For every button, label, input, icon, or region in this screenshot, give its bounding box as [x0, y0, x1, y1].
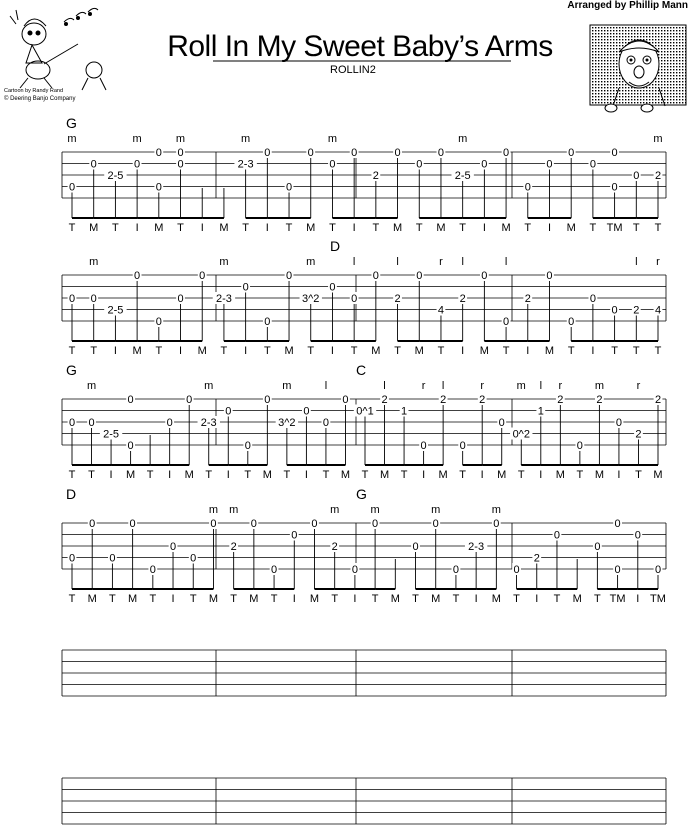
- fret-number: 0: [250, 518, 257, 530]
- pick-finger: M: [219, 222, 229, 234]
- left-hand-mark: l: [441, 380, 445, 392]
- fret-number: 0: [576, 440, 583, 452]
- fret-number: 0: [88, 417, 95, 429]
- fret-number: 0: [481, 270, 488, 282]
- fret-number: 0: [481, 158, 488, 171]
- fret-number: 3^2: [302, 293, 320, 305]
- left-hand-mark: l: [352, 256, 356, 268]
- left-hand-mark: m: [306, 256, 316, 268]
- left-hand-mark: l: [383, 380, 386, 392]
- left-hand-mark: m: [67, 133, 77, 145]
- pick-finger: M: [184, 469, 194, 481]
- pick-finger: T: [394, 345, 401, 357]
- pick-finger: T: [361, 469, 369, 481]
- fret-number: 0: [493, 518, 500, 530]
- fret-number: 2: [459, 293, 466, 305]
- left-hand-mark: m: [175, 133, 186, 145]
- chord-symbol: G: [66, 115, 77, 131]
- pick-finger: M: [126, 469, 136, 481]
- fret-number: 0: [329, 281, 336, 294]
- pick-finger: T: [205, 469, 213, 481]
- pick-finger: I: [178, 345, 183, 357]
- pick-finger: M: [438, 469, 448, 481]
- pick-finger: T: [372, 222, 380, 234]
- pick-finger: T: [149, 593, 157, 605]
- fret-number: 2: [635, 428, 642, 441]
- left-hand-mark: m: [204, 380, 214, 392]
- pick-finger: T: [322, 469, 330, 481]
- fret-number: 0: [311, 518, 318, 530]
- fret-number: 0: [351, 147, 358, 159]
- pick-finger: T: [459, 469, 467, 481]
- logo-credit-line-1: Cartoon by Randy Rand: [4, 88, 64, 94]
- pick-finger: T: [68, 593, 76, 605]
- fret-number: 0: [264, 147, 271, 159]
- left-hand-mark: l: [504, 256, 508, 268]
- pick-finger: T: [632, 222, 640, 234]
- pick-finger: M: [544, 345, 555, 357]
- pick-finger: T: [517, 469, 525, 481]
- pick-finger: M: [262, 469, 272, 481]
- pick-finger: T: [553, 593, 561, 605]
- fret-number: 2: [331, 541, 338, 553]
- fret-number: 0: [307, 147, 314, 159]
- pick-finger: T: [331, 593, 339, 605]
- fret-number: 2: [654, 394, 662, 406]
- pick-finger: I: [200, 222, 204, 234]
- fret-number: 0: [416, 158, 423, 171]
- pick-finger: T: [329, 222, 336, 234]
- pick-finger: I: [135, 222, 139, 234]
- fret-number: 0: [589, 158, 596, 171]
- pick-finger: I: [113, 345, 117, 357]
- fret-number: 0: [524, 181, 531, 194]
- fret-number: 0: [177, 158, 184, 171]
- pick-finger: I: [591, 345, 595, 357]
- fret-number: 0^2: [512, 428, 530, 441]
- fret-number: 0: [351, 293, 358, 305]
- left-hand-mark: m: [330, 504, 340, 516]
- pick-finger: M: [555, 469, 565, 481]
- left-hand-mark: r: [636, 380, 641, 392]
- fret-number: 0: [186, 394, 193, 406]
- fret-number: 0: [155, 147, 162, 159]
- pick-finger: T: [283, 469, 291, 481]
- left-hand-mark: r: [656, 256, 660, 268]
- left-hand-mark: l: [635, 256, 638, 268]
- fret-number: 0: [134, 158, 141, 171]
- pick-finger: T: [68, 222, 76, 234]
- pick-finger: M: [436, 222, 446, 234]
- left-hand-mark: m: [370, 504, 380, 516]
- fret-number: 2: [533, 552, 540, 565]
- pick-finger: M: [501, 222, 511, 234]
- pick-finger: T: [242, 222, 249, 234]
- pick-finger: T: [524, 222, 532, 234]
- fret-number: 1: [401, 405, 408, 418]
- fret-number: 0: [155, 316, 162, 328]
- fret-number: 3^2: [278, 417, 296, 429]
- fret-number: 0: [633, 170, 640, 182]
- fret-number: 0^1: [356, 405, 374, 418]
- fret-number: 0: [654, 564, 662, 576]
- pick-finger: TM: [650, 593, 666, 605]
- pick-finger: M: [414, 345, 424, 357]
- fret-number: 0: [242, 281, 249, 294]
- pick-finger: T: [146, 469, 154, 481]
- fret-number: 0: [513, 564, 520, 576]
- pick-finger: T: [459, 222, 467, 234]
- fret-number: 0: [412, 541, 419, 553]
- pick-finger: I: [535, 593, 539, 605]
- pick-finger: T: [230, 593, 238, 605]
- fret-number: 0: [634, 529, 641, 542]
- fret-number: 0: [225, 405, 232, 418]
- fret-number: 0: [568, 147, 575, 159]
- pick-finger: T: [502, 345, 510, 357]
- left-hand-mark: m: [132, 133, 142, 145]
- fret-number: 0: [166, 417, 173, 429]
- pick-finger: I: [292, 593, 296, 605]
- fret-number: 0: [303, 405, 310, 418]
- fret-number: 2: [479, 394, 486, 406]
- fret-number: 0: [568, 316, 575, 328]
- left-hand-mark: l: [324, 380, 328, 392]
- pick-finger: T: [270, 593, 278, 605]
- fret-number: 0: [614, 518, 621, 530]
- pick-finger: I: [636, 593, 640, 605]
- pick-finger: I: [482, 222, 486, 234]
- left-hand-mark: l: [396, 256, 399, 268]
- fret-number: 2: [230, 541, 237, 553]
- pick-finger: M: [566, 222, 576, 234]
- pick-finger: I: [171, 593, 175, 605]
- fret-number: 0: [285, 181, 293, 194]
- fret-number: 0: [271, 564, 278, 576]
- fret-number: 0: [614, 564, 621, 576]
- fret-number: 0: [109, 552, 116, 565]
- pick-finger: T: [68, 469, 76, 481]
- fret-number: 0: [190, 552, 197, 565]
- fret-number: 0: [420, 440, 427, 452]
- pick-finger: M: [284, 345, 294, 357]
- pick-finger: I: [539, 469, 543, 481]
- left-hand-mark: m: [89, 256, 99, 268]
- pick-finger: T: [632, 345, 640, 357]
- pick-finger: I: [461, 345, 465, 357]
- pick-finger: M: [132, 345, 142, 357]
- pick-finger: I: [265, 222, 269, 234]
- fret-number: 2-5: [107, 170, 124, 182]
- left-hand-mark: m: [491, 504, 501, 516]
- fret-number: 0: [90, 158, 97, 171]
- pick-finger: I: [547, 222, 552, 234]
- chord-symbol: D: [66, 486, 77, 502]
- pick-finger: M: [340, 469, 351, 481]
- pick-finger: M: [371, 345, 381, 357]
- fret-number: 0: [177, 147, 184, 159]
- fret-number: 2: [633, 304, 640, 317]
- pick-finger: T: [415, 222, 423, 234]
- fret-number: 0: [553, 529, 561, 542]
- fret-number: 2: [440, 394, 447, 406]
- fret-number: 0: [503, 316, 510, 328]
- pick-finger: T: [400, 469, 408, 481]
- pick-finger: I: [352, 222, 356, 234]
- fret-number: 0: [244, 440, 251, 452]
- left-hand-mark: m: [594, 380, 604, 392]
- pick-finger: I: [168, 469, 172, 481]
- pick-finger: M: [87, 593, 97, 605]
- pick-finger: T: [307, 345, 315, 357]
- pick-finger: I: [226, 469, 230, 481]
- pick-finger: I: [244, 345, 248, 357]
- fret-number: 0: [437, 147, 445, 159]
- pick-finger: T: [220, 345, 228, 357]
- fret-number: 0: [322, 417, 329, 429]
- pick-finger: T: [513, 593, 520, 605]
- fret-number: 0: [394, 147, 401, 159]
- left-hand-mark: m: [431, 504, 441, 516]
- fret-number: 2-3: [237, 158, 254, 171]
- fret-number: 2: [596, 394, 603, 406]
- fret-number: 0: [291, 529, 298, 542]
- fret-number: 0: [503, 147, 510, 159]
- fret-number: 0: [199, 270, 206, 282]
- left-hand-mark: m: [282, 380, 292, 392]
- left-hand-mark: m: [208, 504, 219, 516]
- pick-finger: T: [177, 222, 184, 234]
- fret-number: 2: [372, 170, 379, 182]
- fret-number: 0: [210, 518, 217, 530]
- pick-finger: M: [431, 593, 441, 605]
- fret-number: 2: [557, 394, 564, 406]
- pick-finger: M: [89, 222, 99, 234]
- left-hand-mark: r: [439, 256, 443, 268]
- pick-finger: M: [208, 593, 219, 605]
- fret-number: 2-3: [215, 293, 232, 305]
- pick-finger: M: [306, 222, 316, 234]
- pick-finger: T: [594, 593, 601, 605]
- fret-number: 0: [264, 394, 271, 406]
- fret-number: 2-3: [200, 417, 217, 429]
- pick-finger: T: [112, 222, 119, 234]
- pick-finger: T: [589, 222, 597, 234]
- fret-number: 2-5: [103, 428, 120, 441]
- pick-finger: T: [371, 593, 379, 605]
- pick-finger: M: [392, 222, 403, 234]
- pick-finger: T: [654, 345, 662, 357]
- fret-number: 2-5: [107, 304, 124, 317]
- pick-finger: M: [491, 593, 501, 605]
- pick-finger: I: [304, 469, 308, 481]
- fret-number: 0: [329, 158, 336, 171]
- fret-number: 0: [589, 293, 596, 305]
- pick-finger: M: [497, 469, 507, 481]
- fret-number: 0: [546, 158, 553, 171]
- pick-finger: I: [330, 345, 334, 357]
- pick-finger: M: [572, 593, 582, 605]
- left-hand-mark: r: [558, 380, 563, 392]
- file-name-label: ROLLIN2: [330, 64, 376, 76]
- fret-number: 0: [90, 293, 97, 305]
- fret-number: 0: [285, 270, 293, 282]
- fret-number: 0: [127, 394, 134, 406]
- pick-finger: T: [452, 593, 460, 605]
- left-hand-mark: m: [653, 133, 663, 145]
- fret-number: 0: [498, 417, 505, 429]
- fret-number: 1: [537, 405, 544, 418]
- fret-number: 0: [342, 394, 349, 406]
- arranger-credit: Arranged by Phillip Mann: [567, 0, 688, 11]
- fret-number: 0: [432, 518, 439, 530]
- left-hand-mark: r: [480, 380, 485, 392]
- pick-finger: M: [197, 345, 207, 357]
- fret-number: 0: [264, 316, 271, 328]
- pick-finger: M: [309, 593, 320, 605]
- pick-finger: M: [653, 469, 663, 481]
- chord-symbol: G: [356, 486, 367, 502]
- chord-symbol: D: [330, 238, 341, 254]
- pick-finger: M: [390, 593, 400, 605]
- fret-number: 0: [372, 518, 379, 530]
- left-hand-mark: m: [229, 504, 239, 516]
- fret-number: 0: [452, 564, 459, 576]
- left-hand-mark: l: [539, 380, 543, 392]
- pick-finger: I: [353, 593, 357, 605]
- fret-number: 0: [416, 270, 423, 282]
- logo-credit-line-2: © Deering Banjo Company: [4, 96, 76, 102]
- pick-finger: T: [109, 593, 116, 605]
- pick-finger: I: [617, 469, 621, 481]
- fret-number: 2: [524, 293, 531, 305]
- pick-finger: T: [189, 593, 197, 605]
- fret-number: 0: [155, 181, 162, 194]
- fret-number: 0: [177, 293, 184, 305]
- song-title: Roll In My Sweet Baby’s Arms: [167, 30, 553, 63]
- fret-number: 0: [127, 440, 134, 452]
- fret-number: 0: [615, 417, 622, 429]
- left-hand-mark: m: [516, 380, 526, 392]
- left-hand-mark: m: [327, 133, 338, 145]
- fret-number: 0: [68, 417, 76, 429]
- fret-number: 2: [654, 170, 662, 182]
- pick-finger: T: [611, 345, 618, 357]
- fret-number: 0: [68, 293, 76, 305]
- fret-number: 0: [134, 270, 141, 282]
- pick-finger: T: [68, 345, 76, 357]
- fret-number: 0: [459, 440, 466, 452]
- pick-finger: T: [244, 469, 252, 481]
- left-hand-mark: m: [219, 256, 229, 268]
- fret-number: 0: [611, 304, 618, 317]
- pick-finger: T: [437, 345, 445, 357]
- fret-number: 0: [546, 270, 553, 282]
- pick-finger: T: [88, 469, 95, 481]
- pick-finger: TM: [606, 222, 623, 234]
- fret-number: 2: [381, 394, 388, 406]
- fret-number: 2-5: [454, 170, 471, 182]
- fret-number: 4: [654, 304, 662, 317]
- pick-finger: T: [576, 469, 584, 481]
- pick-finger: M: [128, 593, 138, 605]
- pick-finger: T: [155, 345, 163, 357]
- pick-finger: I: [422, 469, 426, 481]
- fret-number: 0: [68, 181, 76, 194]
- fret-number: 0: [611, 147, 618, 159]
- chord-symbol: C: [356, 362, 367, 378]
- pick-finger: M: [379, 469, 390, 481]
- pick-finger: M: [154, 222, 164, 234]
- left-hand-mark: m: [458, 133, 468, 145]
- pick-finger: T: [285, 222, 293, 234]
- fret-number: 4: [437, 304, 445, 317]
- pick-finger: T: [567, 345, 575, 357]
- pick-finger: T: [350, 345, 358, 357]
- left-hand-mark: m: [241, 133, 251, 145]
- fret-number: 0: [351, 564, 358, 576]
- pick-finger: TM: [609, 593, 626, 605]
- pick-finger: I: [474, 593, 478, 605]
- left-hand-mark: l: [461, 256, 464, 268]
- fret-number: 0: [169, 541, 177, 553]
- pick-finger: T: [635, 469, 642, 481]
- pick-finger: T: [412, 593, 419, 605]
- pick-finger: T: [263, 345, 271, 357]
- pick-finger: I: [526, 345, 530, 357]
- left-hand-mark: r: [421, 380, 426, 392]
- fret-number: 2-3: [468, 541, 485, 553]
- pick-finger: I: [109, 469, 113, 481]
- fret-number: 0: [129, 518, 136, 530]
- pick-finger: M: [479, 345, 489, 357]
- fret-number: 0: [372, 270, 379, 282]
- pick-finger: T: [90, 345, 98, 357]
- fret-number: 0: [89, 518, 96, 530]
- pick-finger: M: [594, 469, 604, 481]
- fret-number: 0: [149, 564, 156, 576]
- pick-finger: T: [654, 222, 662, 234]
- pick-finger: M: [249, 593, 259, 605]
- fret-number: 2: [394, 293, 401, 305]
- fret-number: 0: [68, 552, 76, 565]
- left-hand-mark: m: [86, 380, 97, 392]
- chord-symbol: G: [66, 362, 77, 378]
- fret-number: 0: [611, 181, 618, 194]
- fret-number: 0: [594, 541, 601, 553]
- pick-finger: I: [480, 469, 484, 481]
